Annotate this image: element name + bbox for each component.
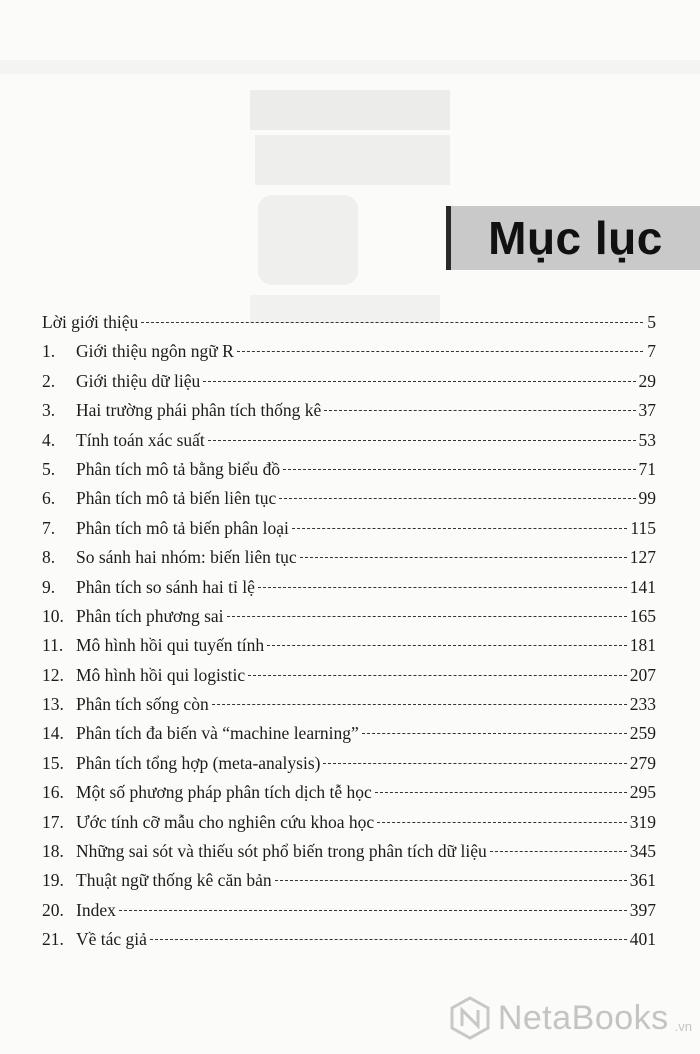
toc-entry-page: 181 xyxy=(629,635,656,656)
toc-entry-number: 5. xyxy=(42,458,56,479)
toc-entry-title: Giới thiệu ngôn ngữ R xyxy=(76,341,234,362)
toc-entry-number: 8. xyxy=(42,547,56,568)
toc-entry xyxy=(42,341,656,370)
toc-entry-title: Giới thiệu dữ liệu xyxy=(76,370,201,391)
toc-entry-number: 7. xyxy=(42,517,56,538)
toc-entry-number: 17. xyxy=(42,811,64,832)
toc-entry-title: Phân tích so sánh hai tỉ lệ xyxy=(76,576,255,597)
toc-entry xyxy=(42,665,656,694)
toc-entry xyxy=(42,459,656,488)
toc-entry-title: Một số phương pháp phân tích dịch tễ học xyxy=(76,782,372,803)
toc-dash-leader xyxy=(203,381,635,382)
toc-entry-page: 53 xyxy=(638,429,656,450)
toc-entry-title: Mô hình hồi qui tuyến tính xyxy=(76,635,265,656)
toc-entry-page: 99 xyxy=(638,488,656,509)
toc-entry-title: Phân tích mô tả biến phân loại xyxy=(76,517,289,538)
toc-entry xyxy=(42,371,656,400)
toc-entry-page: 401 xyxy=(629,929,656,950)
toc-dash-leader xyxy=(237,351,643,352)
toc-entry-page: 71 xyxy=(638,458,656,479)
toc-entry-page: 295 xyxy=(629,782,656,803)
table-of-contents xyxy=(42,312,656,959)
toc-entry xyxy=(42,400,656,429)
toc-dash-leader xyxy=(375,792,627,793)
toc-entry-number: 4. xyxy=(42,429,56,450)
toc-entry xyxy=(42,577,656,606)
toc-entry-title: Thuật ngữ thống kê căn bản xyxy=(76,870,272,891)
toc-dash-leader xyxy=(377,822,627,823)
toc-entry-title: Hai trường phái phân tích thống kê xyxy=(76,400,322,421)
toc-entry-number: 12. xyxy=(42,664,64,685)
toc-entry-page: 345 xyxy=(629,841,656,862)
toc-entry-number: 15. xyxy=(42,752,64,773)
toc-entry-page: 165 xyxy=(629,605,656,626)
toc-entry-number: 13. xyxy=(42,694,64,715)
toc-entry-number: 20. xyxy=(42,899,64,920)
toc-entry-page: 259 xyxy=(629,723,656,744)
toc-entry-title: Lời giới thiệu xyxy=(42,312,139,332)
toc-entry-title: Index xyxy=(76,899,116,920)
toc-dash-leader xyxy=(258,587,627,588)
toc-entry xyxy=(42,841,656,870)
toc-entry-page: 319 xyxy=(629,811,656,832)
toc-entry xyxy=(42,812,656,841)
toc-entry-page: 37 xyxy=(638,400,656,421)
toc-dash-leader xyxy=(267,645,627,646)
toc-entry-number: 1. xyxy=(42,341,56,362)
toc-entry-page: 207 xyxy=(629,664,656,685)
toc-entry-title: Về tác giả xyxy=(76,929,147,950)
netabooks-logo-icon xyxy=(448,996,492,1040)
watermark xyxy=(448,996,692,1040)
page-title: Mục lục xyxy=(488,212,663,264)
toc-dash-leader xyxy=(119,910,627,911)
toc-entry-number: 10. xyxy=(42,605,64,626)
toc-entry xyxy=(42,870,656,899)
toc-entry-page: 361 xyxy=(629,870,656,891)
toc-dash-leader xyxy=(279,498,635,499)
toc-entry-page: 279 xyxy=(629,752,656,773)
toc-entry-title: Ước tính cỡ mẫu cho nghiên cứu khoa học xyxy=(76,811,375,832)
toc-entry xyxy=(42,430,656,459)
toc-entry xyxy=(42,900,656,929)
toc-entry-number: 9. xyxy=(42,576,56,597)
toc-entry-page: 115 xyxy=(630,517,656,538)
toc-dash-leader xyxy=(283,469,635,470)
toc-entry-title: Tính toán xác suất xyxy=(76,429,205,450)
toc-entry xyxy=(42,606,656,635)
toc-dash-leader xyxy=(150,939,627,940)
toc-entry xyxy=(42,694,656,723)
toc-entry-title: Phân tích tổng hợp (meta-analysis) xyxy=(76,752,321,773)
toc-entry-page: 127 xyxy=(629,547,656,568)
toc-dash-leader xyxy=(292,528,628,529)
toc-dash-leader xyxy=(248,675,627,676)
watermark-brand: NetaBooks xyxy=(497,998,669,1037)
toc-entry-title: Mô hình hồi qui logistic xyxy=(76,664,246,685)
toc-entry-page: 233 xyxy=(629,694,656,715)
toc-entry-title: Phân tích sống còn xyxy=(76,694,209,715)
toc-entry-title: Phân tích phương sai xyxy=(76,605,224,626)
toc-dash-leader xyxy=(208,440,636,441)
watermark-tld: .vn xyxy=(674,1019,692,1034)
toc-entry xyxy=(42,635,656,664)
toc-entry-number: 16. xyxy=(42,782,64,803)
toc-entry-number: 3. xyxy=(42,400,56,421)
toc-heading-box xyxy=(446,206,700,270)
toc-entry xyxy=(42,518,656,547)
toc-dash-leader xyxy=(141,322,643,323)
toc-dash-leader xyxy=(490,851,627,852)
toc-dash-leader xyxy=(362,733,627,734)
toc-dash-leader xyxy=(323,763,626,764)
toc-entry xyxy=(42,782,656,811)
toc-entry-page: 141 xyxy=(629,576,656,597)
toc-entry-title: So sánh hai nhóm: biến liên tục xyxy=(76,547,297,568)
toc-dash-leader xyxy=(324,410,635,411)
toc-dash-leader xyxy=(212,704,627,705)
toc-entry xyxy=(42,929,656,958)
toc-entry-number: 21. xyxy=(42,929,64,950)
toc-entry-number: 14. xyxy=(42,723,64,744)
toc-entry-number: 6. xyxy=(42,488,56,509)
toc-dash-leader xyxy=(300,557,627,558)
toc-entry-page: 5 xyxy=(647,312,656,332)
toc-dash-leader xyxy=(275,880,627,881)
toc-dash-leader xyxy=(227,616,627,617)
toc-entry-number: 18. xyxy=(42,841,64,862)
toc-entry-title: Phân tích mô tả biến liên tục xyxy=(76,488,277,509)
toc-entry xyxy=(42,547,656,576)
toc-entry xyxy=(42,753,656,782)
toc-entry-page: 397 xyxy=(629,899,656,920)
toc-entry-number: 2. xyxy=(42,370,56,391)
toc-entry-title: Những sai sót và thiếu sót phổ biến trong phân tích dữ liệu xyxy=(76,841,487,862)
toc-entry-page: 7 xyxy=(647,341,656,362)
toc-entry-title: Phân tích đa biến và “machine learning” xyxy=(76,723,359,744)
toc-entry-page: 29 xyxy=(638,370,656,391)
toc-entry xyxy=(42,312,656,341)
toc-entry xyxy=(42,723,656,752)
toc-entry xyxy=(42,488,656,517)
toc-entry-number: 19. xyxy=(42,870,64,891)
toc-entry-number: 11. xyxy=(42,635,64,656)
toc-entry-title: Phân tích mô tả bằng biểu đồ xyxy=(76,458,281,479)
